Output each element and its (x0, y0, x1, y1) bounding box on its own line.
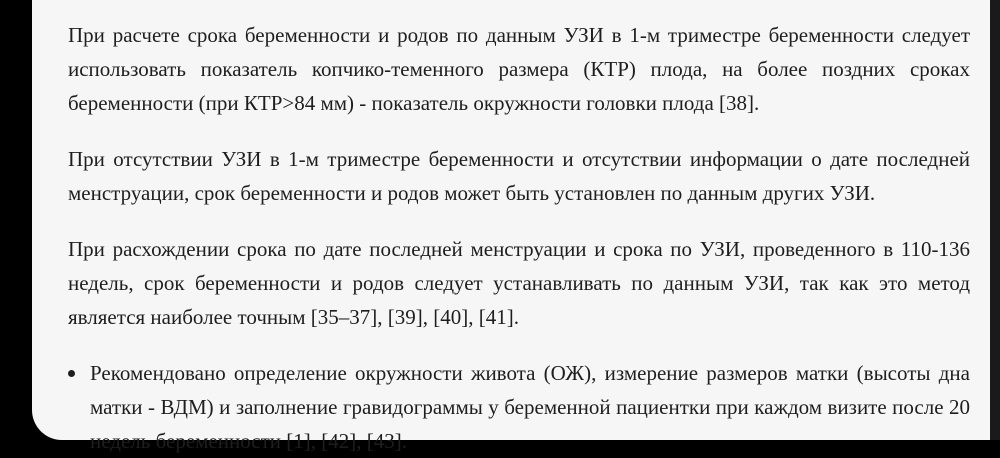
list-item (68, 356, 970, 458)
screen-edge (990, 0, 1000, 440)
paragraph-no-ultrasound: При отсутствии УЗИ в 1-м триместре беременности и отсутствии информации о дате последней менструации, срок беременности и родов может быть установлен по данным других УЗИ. (68, 147, 970, 205)
paragraph-discrepancy: При расхождении срока по дате последней менструации и срока по УЗИ, проведенного в 110-136 недель, срок беременности и родов следует устанавливать по данным УЗИ, так как это метод является наиболее точным [35–37], [39], [40], [41]. (68, 237, 970, 329)
document-content (68, 18, 970, 458)
recommendation-list (68, 356, 970, 458)
bullet-icon (68, 370, 75, 377)
paragraph-ultrasound-first-trimester: При расчете срока беременности и родов по данным УЗИ в 1-м триместре беременности следует использовать показатель копчико-теменного размера (КТР) плода, на более поздних сроках беременности (при КТР>84 мм) - показатель окружности головки плода [38]. (68, 23, 970, 115)
recommendation-text: Рекомендовано определение окружности живота (ОЖ), измерение размеров матки (высоты дна матки - ВДМ) и заполнение гравидограммы у беременной пациентки при каждом визите после 20 недель беременности [1], [42], [43]. (90, 361, 970, 453)
document-page (32, 0, 1000, 453)
